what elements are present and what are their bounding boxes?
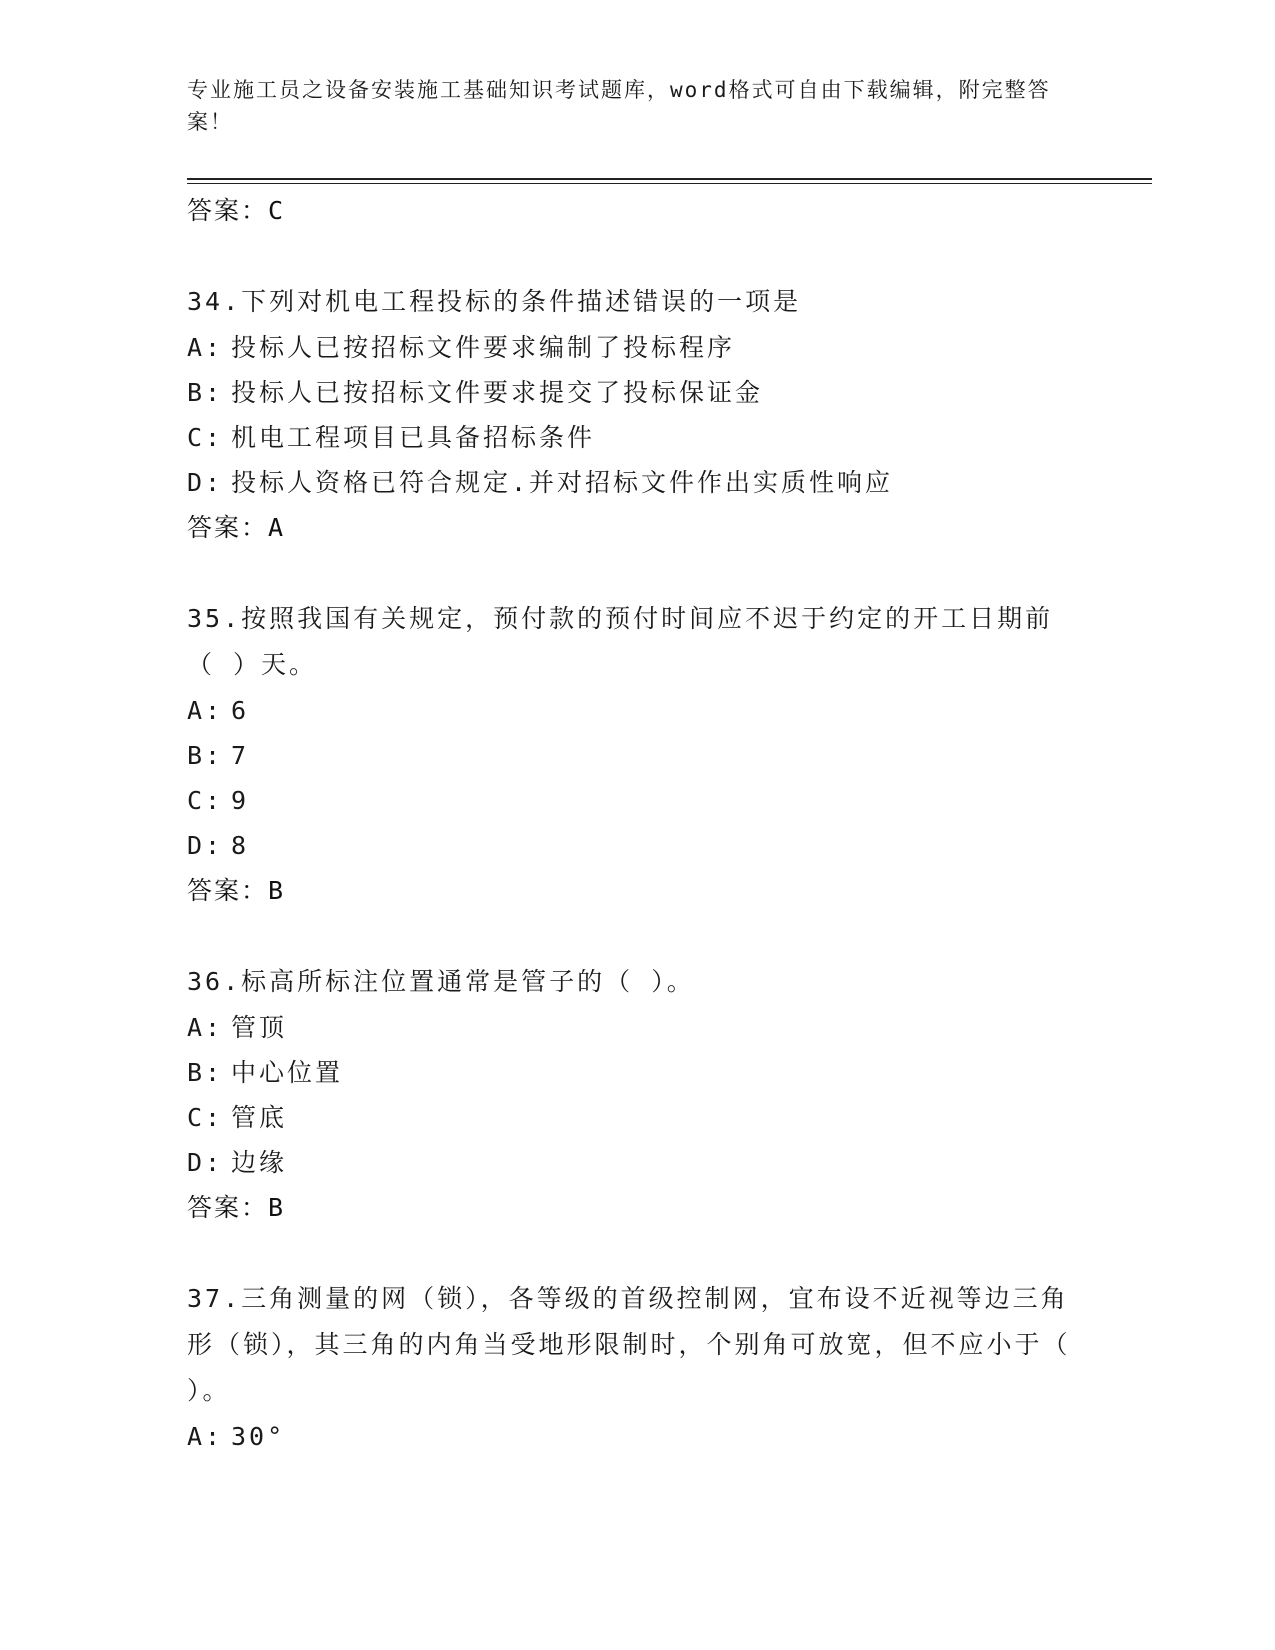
spacer <box>187 233 1087 279</box>
spacer <box>187 550 1087 596</box>
option-key: B: <box>187 378 224 407</box>
option-a <box>187 688 1087 733</box>
answer-value: B <box>268 876 286 905</box>
option-c <box>187 778 1087 823</box>
option-key: C: <box>187 423 224 452</box>
option-a <box>187 1414 1087 1459</box>
option-a <box>187 325 1087 370</box>
question-text: 37.三角测量的网（锁），各等级的首级控制网，宜布设不近视等边三角形（锁），其三角的内角当受地形限制时，个别角可放宽，但不应小于（ ）。 <box>187 1284 1071 1405</box>
option-key: C: <box>187 786 224 815</box>
option-key: B: <box>187 1058 224 1087</box>
option-text: 9 <box>231 786 250 815</box>
option-key: A: <box>187 696 224 725</box>
question-list <box>187 188 1087 1459</box>
header-rule-thin <box>187 183 1152 184</box>
option-d <box>187 460 1087 505</box>
option-key: B: <box>187 741 224 770</box>
option-key: A: <box>187 1013 224 1042</box>
option-text: 管顶 <box>231 1013 288 1042</box>
option-text: 6 <box>231 696 250 725</box>
option-d <box>187 1140 1087 1185</box>
spacer <box>187 913 1087 959</box>
option-text: 管底 <box>231 1103 288 1132</box>
option-b <box>187 370 1087 415</box>
option-text: 30° <box>231 1422 286 1451</box>
option-key: A: <box>187 1422 224 1451</box>
option-text: 投标人资格已符合规定.并对招标文件作出实质性响应 <box>231 468 894 497</box>
option-text: 8 <box>231 831 250 860</box>
answer-line <box>187 868 1087 913</box>
answer-line <box>187 505 1087 550</box>
option-text: 中心位置 <box>231 1058 344 1087</box>
answer-value: B <box>268 1193 286 1222</box>
answer-line <box>187 188 1087 233</box>
question-text: 35.按照我国有关规定，预付款的预付时间应不迟于约定的开工日期前（ ）天。 <box>187 604 1054 679</box>
answer-label: 答案： <box>187 196 269 225</box>
option-text: 机电工程项目已具备招标条件 <box>231 423 596 452</box>
option-key: C: <box>187 1103 224 1132</box>
question-text: 36.标高所标注位置通常是管子的（ ）。 <box>187 967 695 996</box>
option-text: 边缘 <box>231 1148 288 1177</box>
answer-line <box>187 1185 1087 1230</box>
option-key: D: <box>187 1148 224 1177</box>
answer-value: C <box>268 196 286 225</box>
option-b <box>187 1050 1087 1095</box>
header-rule-thick <box>187 178 1152 180</box>
option-text: 投标人已按招标文件要求提交了投标保证金 <box>231 378 764 407</box>
answer-label: 答案： <box>187 513 269 542</box>
option-c <box>187 1095 1087 1140</box>
option-b <box>187 733 1087 778</box>
document-header: 专业施工员之设备安装施工基础知识考试题库，word格式可自由下载编辑，附完整答案！ <box>187 78 1051 134</box>
answer-value: A <box>268 513 286 542</box>
option-d <box>187 823 1087 868</box>
option-a <box>187 1005 1087 1050</box>
spacer <box>187 1230 1087 1276</box>
option-key: D: <box>187 468 224 497</box>
option-key: A: <box>187 333 224 362</box>
option-text: 投标人已按招标文件要求编制了投标程序 <box>231 333 736 362</box>
option-key: D: <box>187 831 224 860</box>
answer-label: 答案： <box>187 1193 269 1222</box>
answer-label: 答案： <box>187 876 269 905</box>
question-text: 34.下列对机电工程投标的条件描述错误的一项是 <box>187 287 802 316</box>
option-text: 7 <box>231 741 250 770</box>
option-c <box>187 415 1087 460</box>
